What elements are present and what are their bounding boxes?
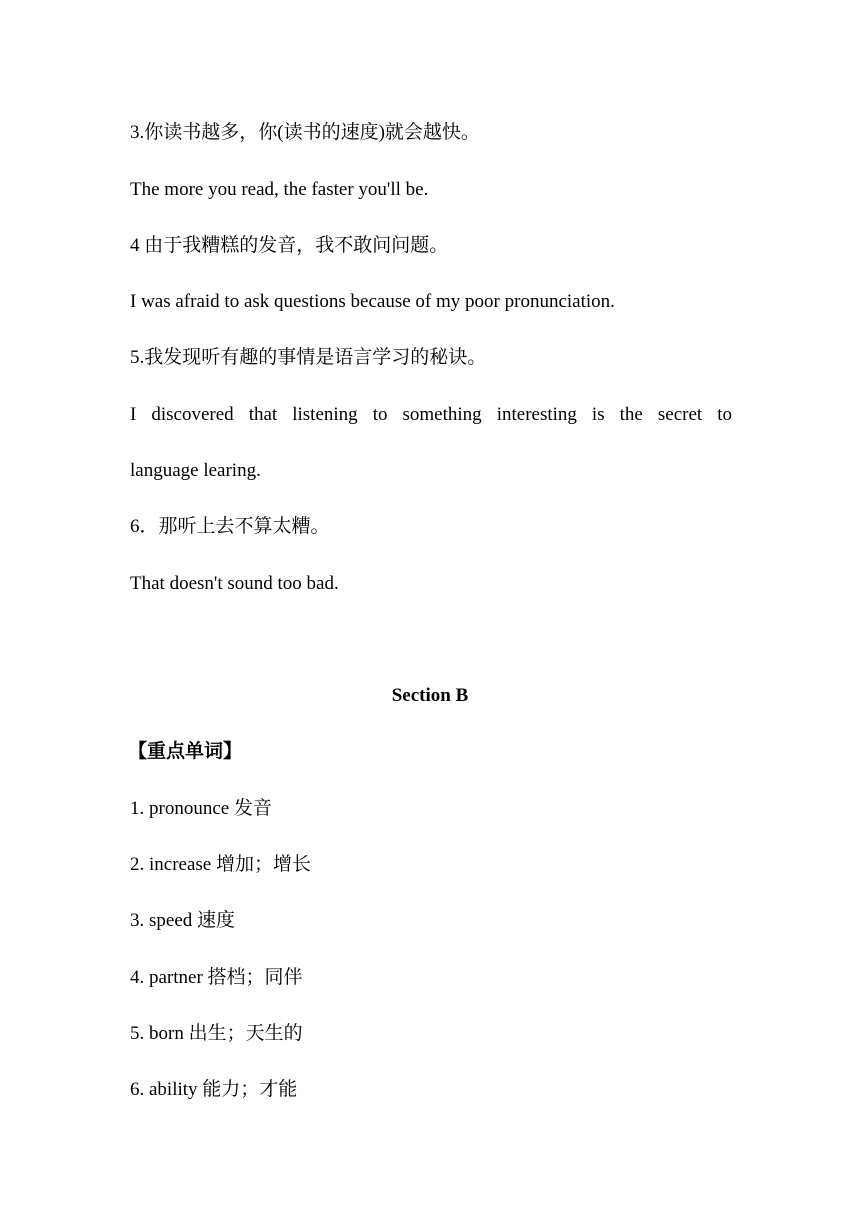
vocab-item: 5. born 出生；天生的 (130, 1023, 303, 1044)
sentence-5-english-line1: I discovered that listening to something interesting is the secret to (130, 404, 732, 425)
sentence-3-english: The more you read, the faster you'll be. (130, 179, 429, 200)
vocab-item: 3. speed 速度 (130, 910, 236, 931)
vocab-item: 2. increase 增加；增长 (130, 854, 311, 875)
sentence-3-chinese: 3.你读书越多，你(读书的速度)就会越快。 (130, 122, 480, 143)
vocab-item: 1. pronounce 发音 (130, 798, 272, 819)
sentence-6-english: That doesn't sound too bad. (130, 573, 339, 594)
vocab-item: 4. partner 搭档；同伴 (130, 967, 303, 988)
sentence-4-chinese: 4 由于我糟糕的发音，我不敢问问题。 (130, 235, 449, 256)
section-title: Section B (391, 685, 469, 706)
sentence-4-english: I was afraid to ask questions because of my poor pronunciation. (130, 291, 615, 312)
vocab-heading: 【重点单词】 (128, 741, 243, 762)
sentence-5-english-line2: language learing. (130, 460, 261, 481)
sentence-6-chinese: 6．那听上去不算太糟。 (130, 516, 330, 537)
sentence-5-chinese: 5.我发现听有趣的事情是语言学习的秘诀。 (130, 347, 487, 368)
vocab-item: 6. ability 能力；才能 (130, 1079, 298, 1100)
